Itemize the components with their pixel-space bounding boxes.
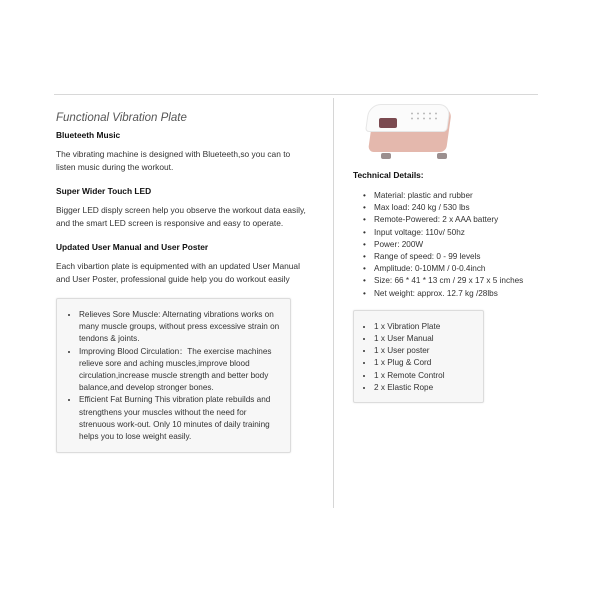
package-item: • 1 x Remote Control xyxy=(374,370,483,382)
package-item: • 1 x User poster xyxy=(374,345,483,357)
technical-details-heading: Technical Details: xyxy=(353,170,424,180)
plate-top-shape xyxy=(365,104,451,132)
section-heading-manual: Updated User Manual and User Poster xyxy=(56,242,209,252)
tech-detail-item: • Max load: 240 kg / 530 lbs xyxy=(363,202,541,214)
package-contents-list xyxy=(354,321,483,394)
page-title: Functional Vibration Plate xyxy=(56,112,187,124)
vibration-plate-image xyxy=(357,98,453,164)
section-heading-led: Super Wider Touch LED xyxy=(56,186,152,196)
tech-detail-item: • Material: plastic and rubber xyxy=(363,190,541,202)
package-item: • 1 x Vibration Plate xyxy=(374,321,483,333)
tech-detail-item: • Net weight: approx. 12.7 kg /28lbs xyxy=(363,288,541,300)
top-divider xyxy=(54,94,538,95)
tech-detail-item: • Range of speed: 0 - 99 levels xyxy=(363,251,541,263)
tech-detail-item: • Input voltage: 110v/ 50hz xyxy=(363,227,541,239)
tech-detail-item: • Amplitude: 0-10MM / 0-0.4inch xyxy=(363,263,541,275)
benefit-item: • Relieves Sore Muscle: Alternating vibrations works on many muscle groups, without press excessive strain on tendons & joints. xyxy=(79,309,282,346)
tech-detail-item: • Remote-Powered: 2 x AAA battery xyxy=(363,214,541,226)
technical-panel xyxy=(351,98,541,403)
benefits-list xyxy=(57,309,290,443)
package-item: • 1 x User Manual xyxy=(374,333,483,345)
plate-foot-left xyxy=(381,153,391,159)
package-item: • 1 x Plug & Cord xyxy=(374,357,483,369)
section-heading-bluetooth: Blueteeth Music xyxy=(56,130,121,140)
speaker-dots-shape xyxy=(409,111,437,121)
section-text-manual: Each vibartion plate is equipmented with an updated User Manual and User Poster, professional guide help you do workout easily xyxy=(56,261,300,284)
benefit-item: • Improving Blood Circulation：The exercise machines relieve sore and aching muscles,improve blood circulation,increase muscle strength and better body balance,and develop stronger bones. xyxy=(79,346,282,395)
package-contents-box xyxy=(353,310,484,403)
technical-details-list xyxy=(351,190,541,300)
tech-detail-item: • Size: 66 * 41 * 13 cm / 29 x 17 x 5 inches xyxy=(363,275,541,287)
section-text-led: Bigger LED disply screen help you observe the workout data easily, and the smart LED screen is responsive and easy to operate. xyxy=(56,205,306,228)
product-description xyxy=(56,112,306,453)
plate-foot-right xyxy=(437,153,447,159)
benefits-box xyxy=(56,298,291,453)
benefit-item: • Efficient Fat Burning This vibration plate rebuilds and strengthens your muscles without the need for strenuous work-out. Only 10 minutes of daily training helps you to lose weight easily. xyxy=(79,394,282,443)
column-divider xyxy=(333,98,334,508)
section-text-bluetooth: The vibrating machine is designed with Blueteeth,so you can to listen music during the workout. xyxy=(56,149,291,172)
package-item: • 2 x Elastic Rope xyxy=(374,382,483,394)
led-panel-shape xyxy=(379,118,397,128)
tech-detail-item: • Power: 200W xyxy=(363,239,541,251)
